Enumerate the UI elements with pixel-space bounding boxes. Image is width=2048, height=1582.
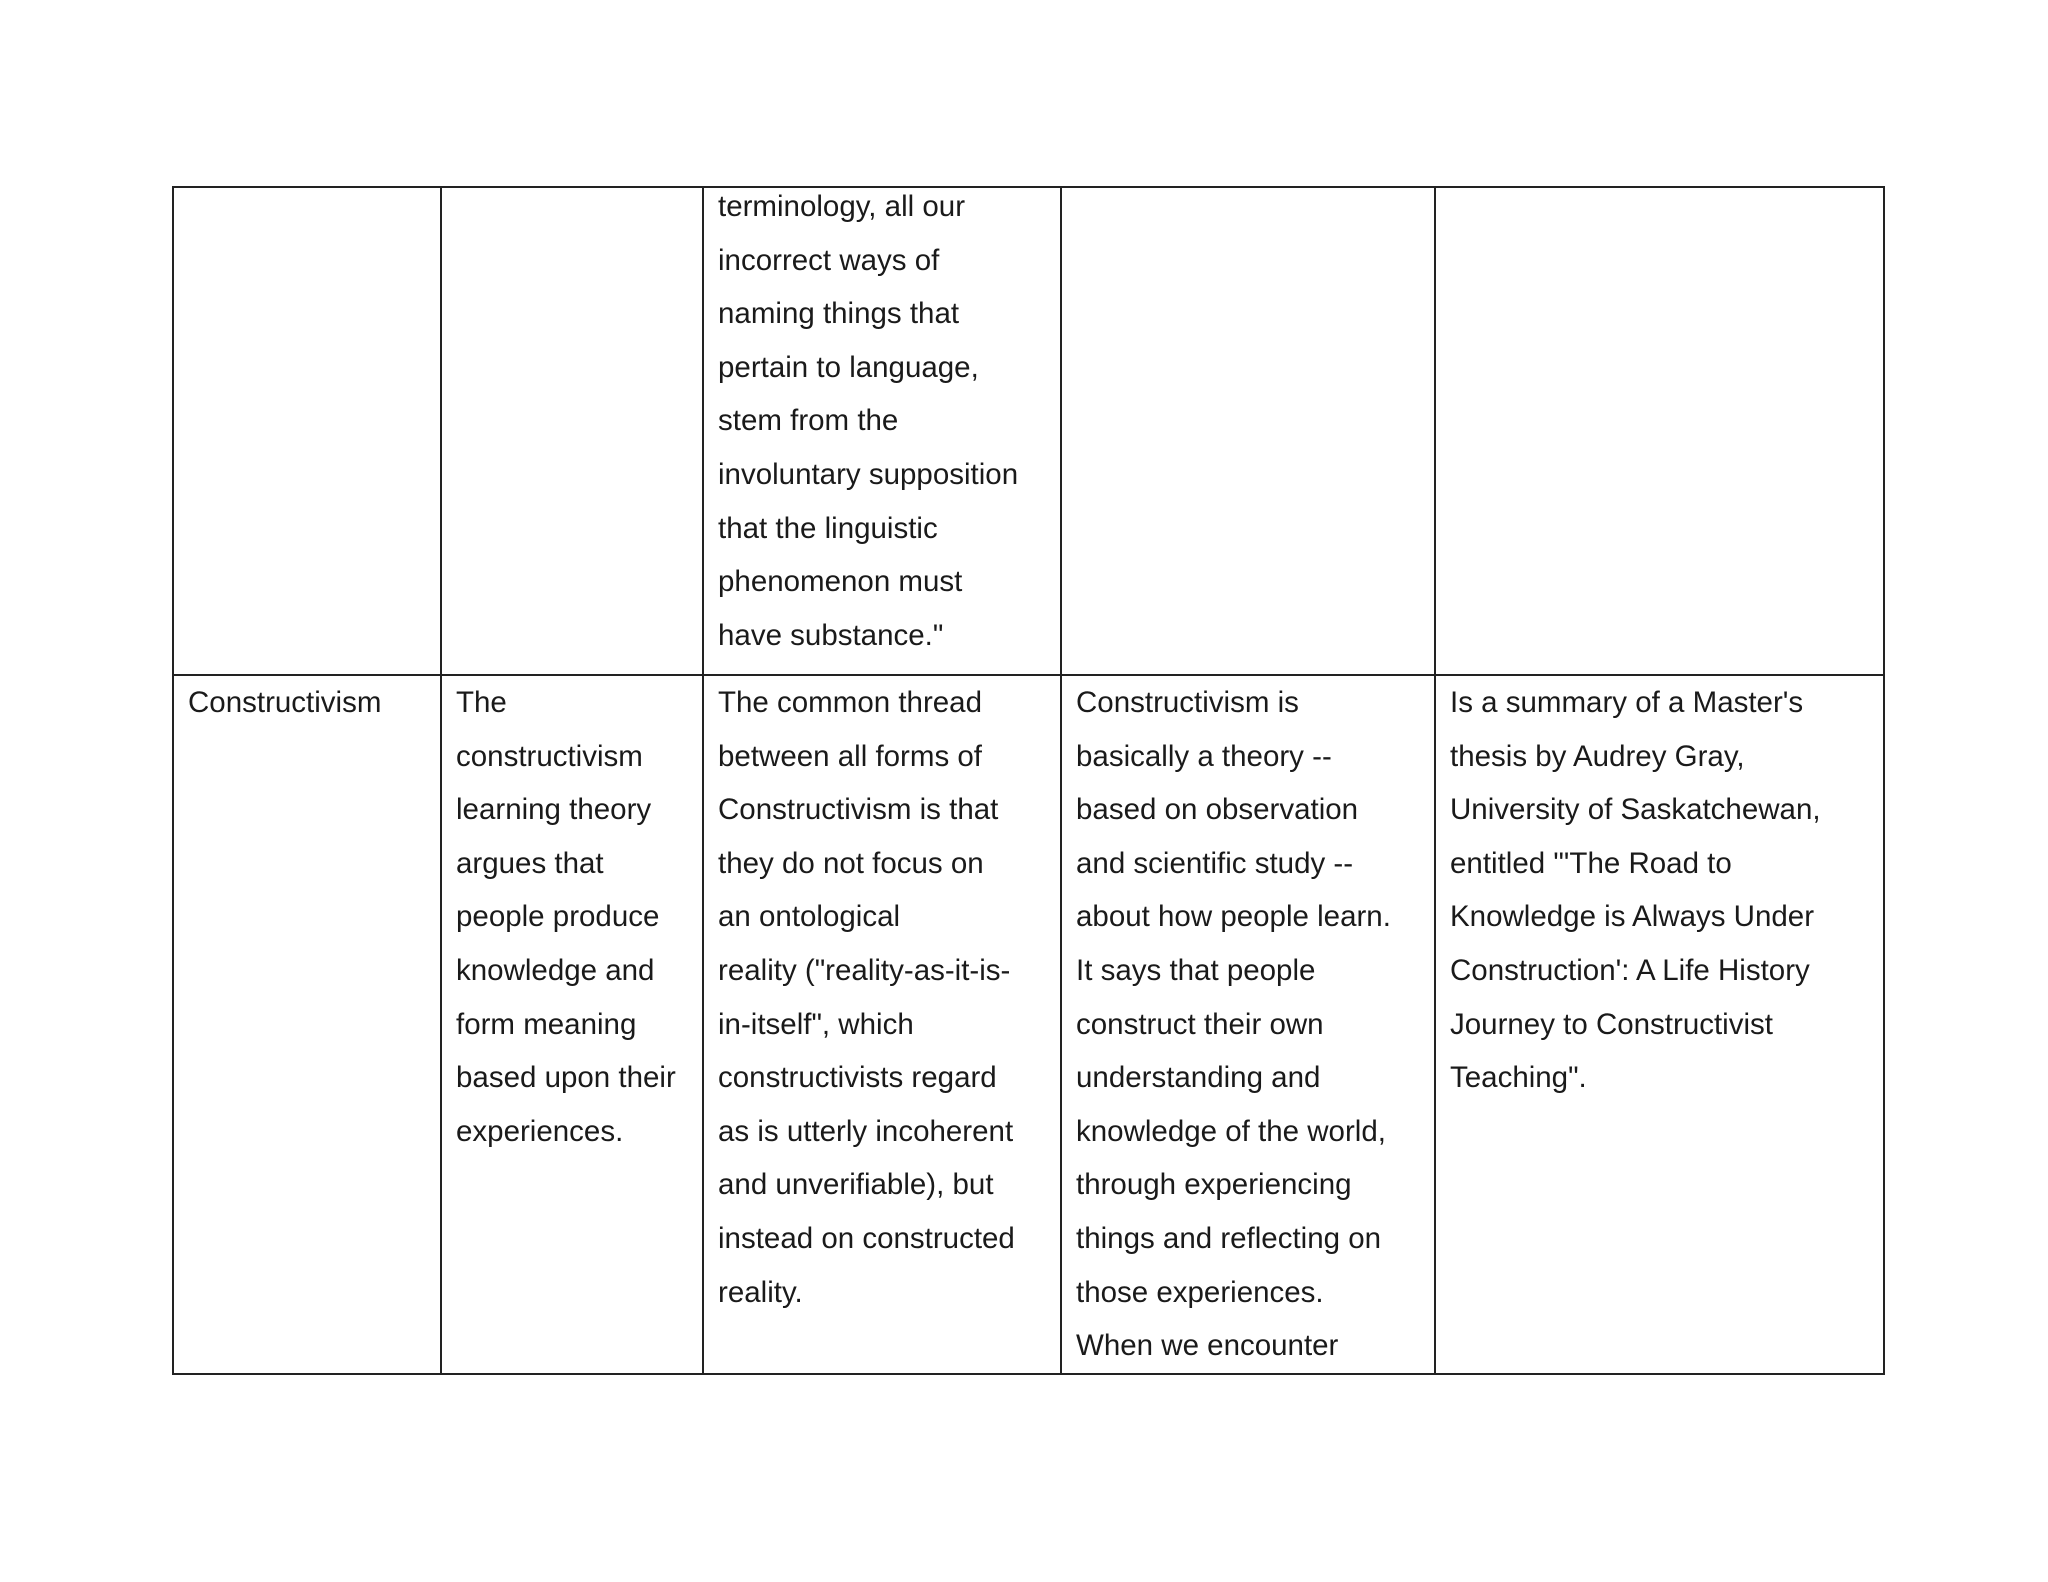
table-cell bbox=[1435, 675, 1884, 1374]
theory-definition: The constructivism learning theory argues that people produce knowledge and form meaning based upon their experiences. bbox=[456, 686, 676, 1148]
continued-quote-text: terminology, all our incorrect ways of naming things that pertain to language, stem from the involuntary supposition that the linguistic phenomenon must have substance." bbox=[718, 190, 1019, 652]
table-cell bbox=[1061, 187, 1435, 675]
theory-quote: The common thread between all forms of Constructivism is that they do not focus on an ontological reality ("reality-as-it-is- in-itself", which constructivists regard as is utterly incoherent and unverifiable), but instead on constructed reality. bbox=[718, 686, 1015, 1309]
theory-name: Constructivism bbox=[188, 686, 382, 719]
theory-explanation: Constructivism is basically a theory -- based on observation and scientific study -- about how people learn. It says that people construct their own understanding and knowledge of the world, through experiencing things and reflecting on those experiences. When we encounter bbox=[1076, 686, 1391, 1363]
theory-source: Is a summary of a Master's thesis by Audrey Gray, University of Saskatchewan, entitled "'The Road to Knowledge is Always Under Construction': A Life History Journey to Constructivist Teaching". bbox=[1450, 686, 1821, 1095]
table-cell bbox=[441, 675, 703, 1374]
table-row bbox=[173, 187, 1884, 675]
table-cell bbox=[1061, 675, 1435, 1374]
table-row bbox=[173, 675, 1884, 1374]
table-cell bbox=[441, 187, 703, 675]
document-table bbox=[172, 186, 1885, 1375]
table-cell bbox=[703, 187, 1061, 675]
table-cell bbox=[173, 187, 441, 675]
table-cell bbox=[703, 675, 1061, 1374]
table-cell bbox=[1435, 187, 1884, 675]
table-cell bbox=[173, 675, 441, 1374]
